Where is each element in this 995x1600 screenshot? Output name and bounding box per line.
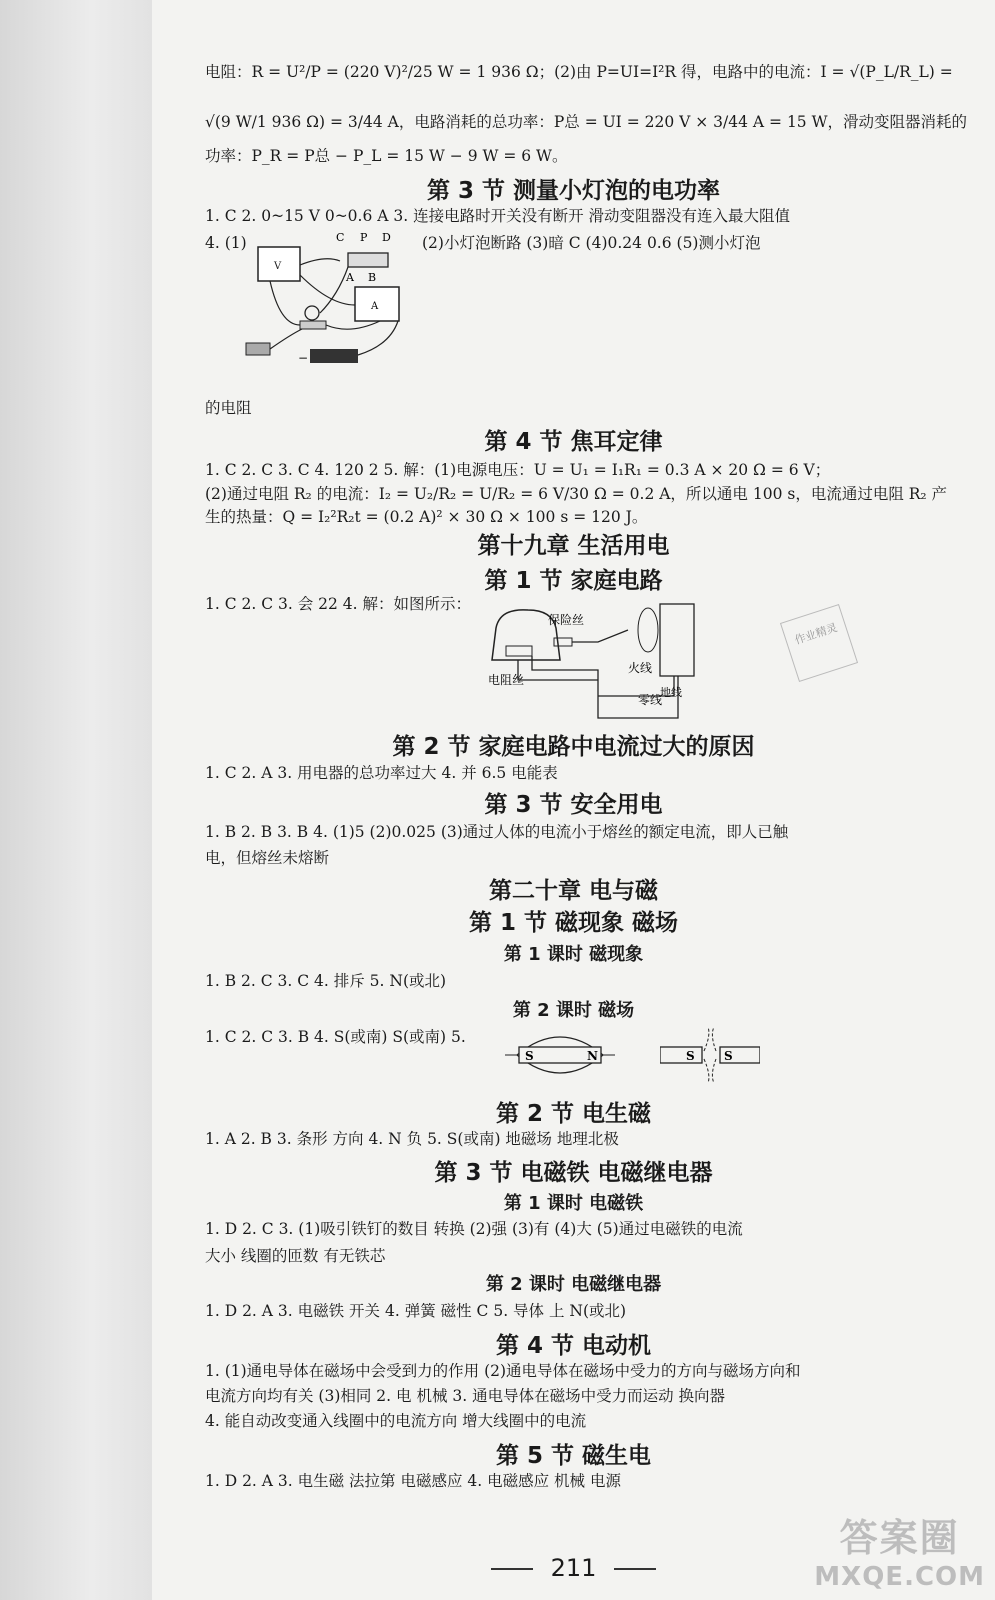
answer-line: (2)小灯泡断路 (3)暗 C (4)0.24 0.6 (5)测小灯泡 <box>422 234 761 252</box>
answer-line: 4. 能自动改变通入线圈中的电流方向 增大线圈中的电流 <box>205 1412 587 1430</box>
text-line: 功率：P_R = P总 − P_L = 15 W − 9 W = 6 W。 <box>205 147 568 165</box>
stamp: 作业精灵 <box>780 604 858 682</box>
ammeter-label: A <box>371 301 379 312</box>
watermark-bottom: MXQE.COM <box>814 1562 985 1592</box>
magnet-s-left: S <box>686 1049 695 1063</box>
bar-magnet-field-diagram <box>505 1025 615 1085</box>
neutral-label: 零线 <box>638 693 663 707</box>
fuse-label: 保险丝 <box>548 613 585 627</box>
section-heading: 第 4 节 焦耳定律 <box>484 429 663 455</box>
bulb <box>305 306 319 320</box>
magnet-s: S <box>525 1049 534 1063</box>
ground-label: 地线 <box>660 686 682 699</box>
section-heading: 第 3 节 安全用电 <box>484 792 663 818</box>
section-heading: 第 3 节 电磁铁 电磁继电器 <box>434 1160 713 1186</box>
magnet-s-right: S <box>724 1049 733 1063</box>
answer-line: 1. B 2. B 3. B 4. (1)5 (2)0.025 (3)通过人体的电流小于熔丝的额定电流，即人已触 <box>205 823 789 841</box>
watermark <box>814 1507 985 1592</box>
household-circuit-diagram <box>478 600 698 740</box>
answer-line: 电，但熔丝未熔断 <box>205 849 330 867</box>
section-heading: 第 2 节 家庭电路中电流过大的原因 <box>392 734 755 760</box>
watermark-top: 答案圈 <box>839 1516 960 1560</box>
section-heading: 第 1 节 磁现象 磁场 <box>468 910 679 936</box>
book-spine <box>0 0 152 1600</box>
live-label: 火线 <box>628 661 653 675</box>
lesson-heading: 第 2 课时 电磁继电器 <box>485 1274 662 1295</box>
wall-socket <box>660 604 694 676</box>
two-magnets-field-diagram <box>660 1025 760 1085</box>
terminal-b: B <box>368 271 377 284</box>
voltmeter-label: V <box>274 261 282 272</box>
answer-line: 1. C 2. C 3. 会 22 4. 解：如图所示： <box>205 595 472 613</box>
terminal-c: C <box>336 231 345 244</box>
answer-line: 1. A 2. B 3. 条形 方向 4. N 负 5. S(或南) 地磁场 地理北极 <box>205 1130 619 1148</box>
section-heading: 第 5 节 磁生电 <box>495 1443 652 1469</box>
answer-line: 大小 线圈的匝数 有无铁芯 <box>205 1247 386 1265</box>
answer-line: 1. C 2. A 3. 用电器的总功率过大 4. 并 6.5 电能表 <box>205 764 558 782</box>
section-heading: 第 4 节 电动机 <box>495 1333 652 1359</box>
chapter-heading: 第二十章 电与磁 <box>488 878 658 904</box>
rheostat <box>348 253 388 267</box>
lesson-heading: 第 1 课时 磁现象 <box>503 944 644 965</box>
magnet-n: N <box>587 1049 598 1063</box>
lesson-heading: 第 1 课时 电磁铁 <box>503 1193 644 1214</box>
answer-line: 电流方向均有关 (3)相同 2. 电 机械 3. 通电导体在磁场中受力而运动 换向器 <box>205 1387 726 1405</box>
answer-line: 1. D 2. C 3. (1)吸引铁钉的数目 转换 (2)强 (3)有 (4)大 (5)通过电磁铁的电流 <box>205 1220 743 1238</box>
answer-line: 4. (1) <box>205 234 247 252</box>
section-heading: 第 2 节 电生磁 <box>495 1101 652 1127</box>
terminal-p: P <box>360 231 368 244</box>
answer-line: 的电阻 <box>205 399 252 417</box>
answer-line: 1. C 2. C 3. B 4. S(或南) S(或南) 5. <box>205 1028 466 1046</box>
section-heading: 第 3 节 测量小灯泡的电功率 <box>426 178 721 204</box>
answer-line: (2)通过电阻 R₂ 的电流：I₂ = U₂/R₂ = U/R₂ = 6 V/30 Ω = 0.2 A，所以通电 100 s，电流通过电阻 R₂ 产 <box>205 485 948 503</box>
answer-line: 1. D 2. A 3. 电生磁 法拉第 电磁感应 4. 电磁感应 机械 电源 <box>205 1472 621 1490</box>
answer-line: 1. (1)通电导体在磁场中会受到力的作用 (2)通电导体在磁场中受力的方向与磁场方向和 <box>205 1362 801 1380</box>
page-number-value: 211 <box>550 1554 597 1582</box>
chapter-heading: 第十九章 生活用电 <box>477 533 670 559</box>
terminal-a: A <box>346 271 354 284</box>
text-line: √(9 W/1 936 Ω) = 3/44 A，电路消耗的总功率：P总 = UI = 220 V × 3/44 A = 15 W，滑动变阻器消耗的 <box>205 113 968 131</box>
lesson-heading: 第 2 课时 磁场 <box>512 1000 635 1021</box>
answer-line: 1. C 2. C 3. C 4. 120 2 5. 解：(1)电源电压：U = U₁ = I₁R₁ = 0.3 A × 20 Ω = 6 V； <box>205 461 831 479</box>
answer-line: 生的热量：Q = I₂²R₂t = (0.2 A)² × 30 Ω × 100 s = 120 J。 <box>205 508 648 526</box>
terminal-d: D <box>382 231 391 244</box>
text-line: 电阻：R = U²/P = (220 V)²/25 W = 1 936 Ω；(2)由 P=UI=I²R 得，电路中的电流：I = √(P_L/R_L) = <box>205 63 953 81</box>
resistor-label: 电阻丝 <box>488 673 525 687</box>
circuit-diagram <box>240 225 415 375</box>
battery-minus: − <box>298 351 309 365</box>
section-heading: 第 1 节 家庭电路 <box>484 568 663 594</box>
answer-line: 1. D 2. A 3. 电磁铁 开关 4. 弹簧 磁性 C 5. 导体 上 N(或北) <box>205 1302 627 1320</box>
answer-line: 1. B 2. C 3. C 4. 排斥 5. N(或北) <box>205 972 447 990</box>
battery <box>310 349 358 363</box>
answer-line: 1. C 2. 0~15 V 0~0.6 A 3. 连接电路时开关没有断开 滑动变阻器没有连入最大阻值 <box>205 207 791 225</box>
